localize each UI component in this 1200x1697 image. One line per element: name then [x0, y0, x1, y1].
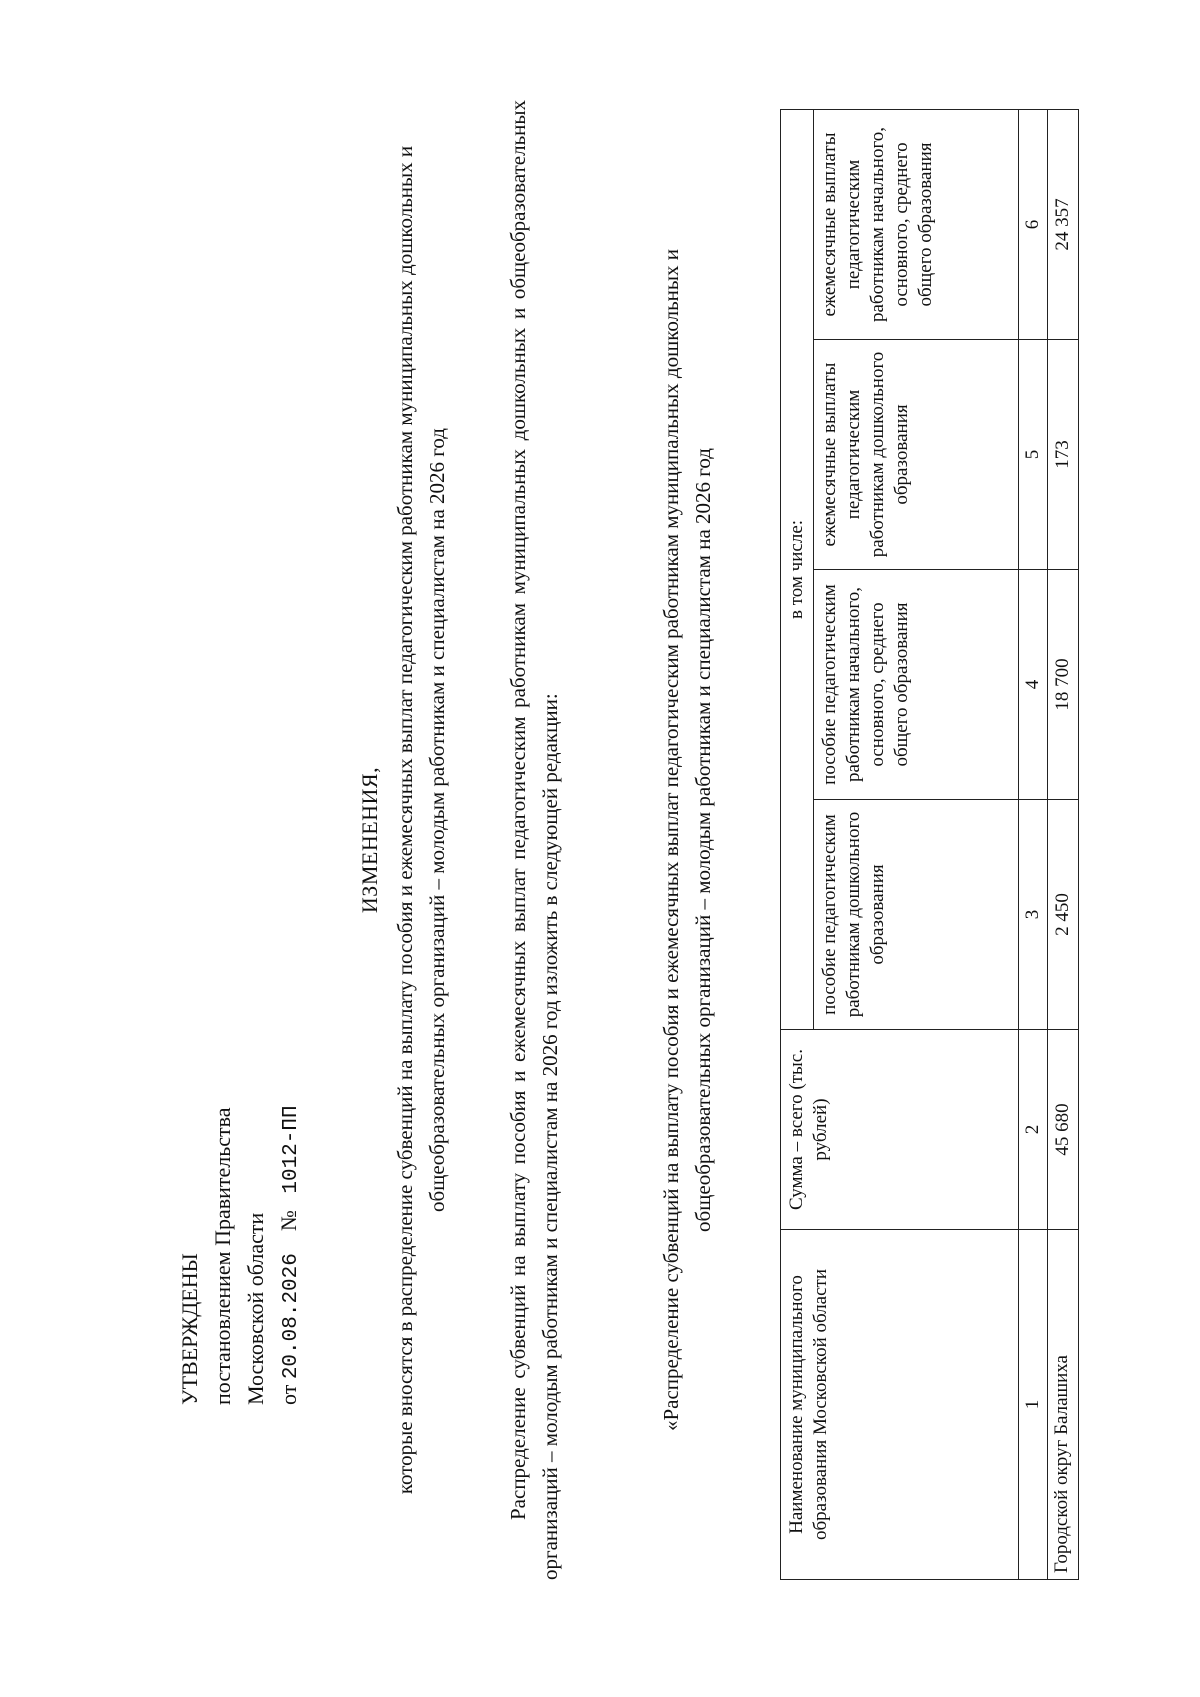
row-col6-value: 24 357	[1048, 109, 1079, 339]
approval-block	[173, 1105, 308, 1405]
approval-date: 20.08.2026	[280, 1253, 303, 1380]
intro-paragraph	[502, 100, 566, 1580]
document-subheading: которые вносятся в распределение субвенций на выплату пособия и ежемесячных выплат педагогическим работникам муниципальных дошкольных и общеобразовательных организаций – молодым работникам и специалистам на 2026 год	[393, 145, 449, 1495]
column-number: 5	[1019, 340, 1048, 570]
row-col5-value: 173	[1048, 340, 1079, 570]
table-caption: «Распределение субвенций на выплату пособия и ежемесячных выплат педагогическим работникам муниципальных дошкольных и общеобразовательных организаций – молодым работникам и специалистам на 2026 год	[659, 249, 715, 1432]
column-number: 6	[1019, 109, 1048, 339]
header-col6: ежемесячные выплаты педагогическим работникам начального, основного, среднего общего образования	[814, 109, 1019, 339]
header-including: в том числе:	[781, 109, 814, 1029]
approval-line-1: постановлением Правительства	[210, 1107, 235, 1405]
column-number: 3	[1019, 800, 1048, 1030]
column-number: 1	[1019, 1230, 1048, 1580]
column-number: 4	[1019, 570, 1048, 800]
row-municipality-name: Городской округ Балашиха	[1048, 1230, 1079, 1580]
rotated-page-content	[40, 10, 1200, 1670]
approval-line-2: Московской области	[243, 1212, 268, 1405]
approval-number: 1012-ПП	[280, 1105, 303, 1194]
document-heading: ИЗМЕНЕНИЯ,	[357, 766, 382, 914]
row-col4-value: 18 700	[1048, 570, 1079, 800]
table-header-row	[781, 109, 814, 1579]
subvention-table	[780, 109, 1079, 1580]
table-row	[1048, 109, 1079, 1579]
approval-title: УТВЕРЖДЕНЫ	[177, 1253, 202, 1405]
header-name: Наименование муниципального образования Московской области	[781, 1230, 1019, 1580]
header-col3: пособие педагогическим работникам дошкольного образования	[814, 800, 1019, 1030]
header-col5: ежемесячные выплаты педагогическим работникам дошкольного образования	[814, 340, 1019, 570]
intro-paragraph-text: Распределение субвенций на выплату пособия и ежемесячных выплат педагогическим работникам муниципальных дошкольных и общеобразовательных организаций – молодым работникам и специалистам на 2026 год изложить в следующей редакции:	[506, 100, 562, 1580]
header-total: Сумма – всего (тыс. рублей)	[781, 1030, 1019, 1230]
approval-number-sign: №	[276, 1210, 301, 1232]
header-col4: пособие педагогическим работникам начального, основного, среднего общего образования	[814, 570, 1019, 800]
row-col3-value: 2 450	[1048, 800, 1079, 1030]
approval-date-prefix: от	[276, 1384, 301, 1405]
row-total: 45 680	[1048, 1030, 1079, 1230]
column-number-row	[1019, 109, 1048, 1579]
approval-date-line	[272, 1105, 308, 1405]
column-number: 2	[1019, 1030, 1048, 1230]
